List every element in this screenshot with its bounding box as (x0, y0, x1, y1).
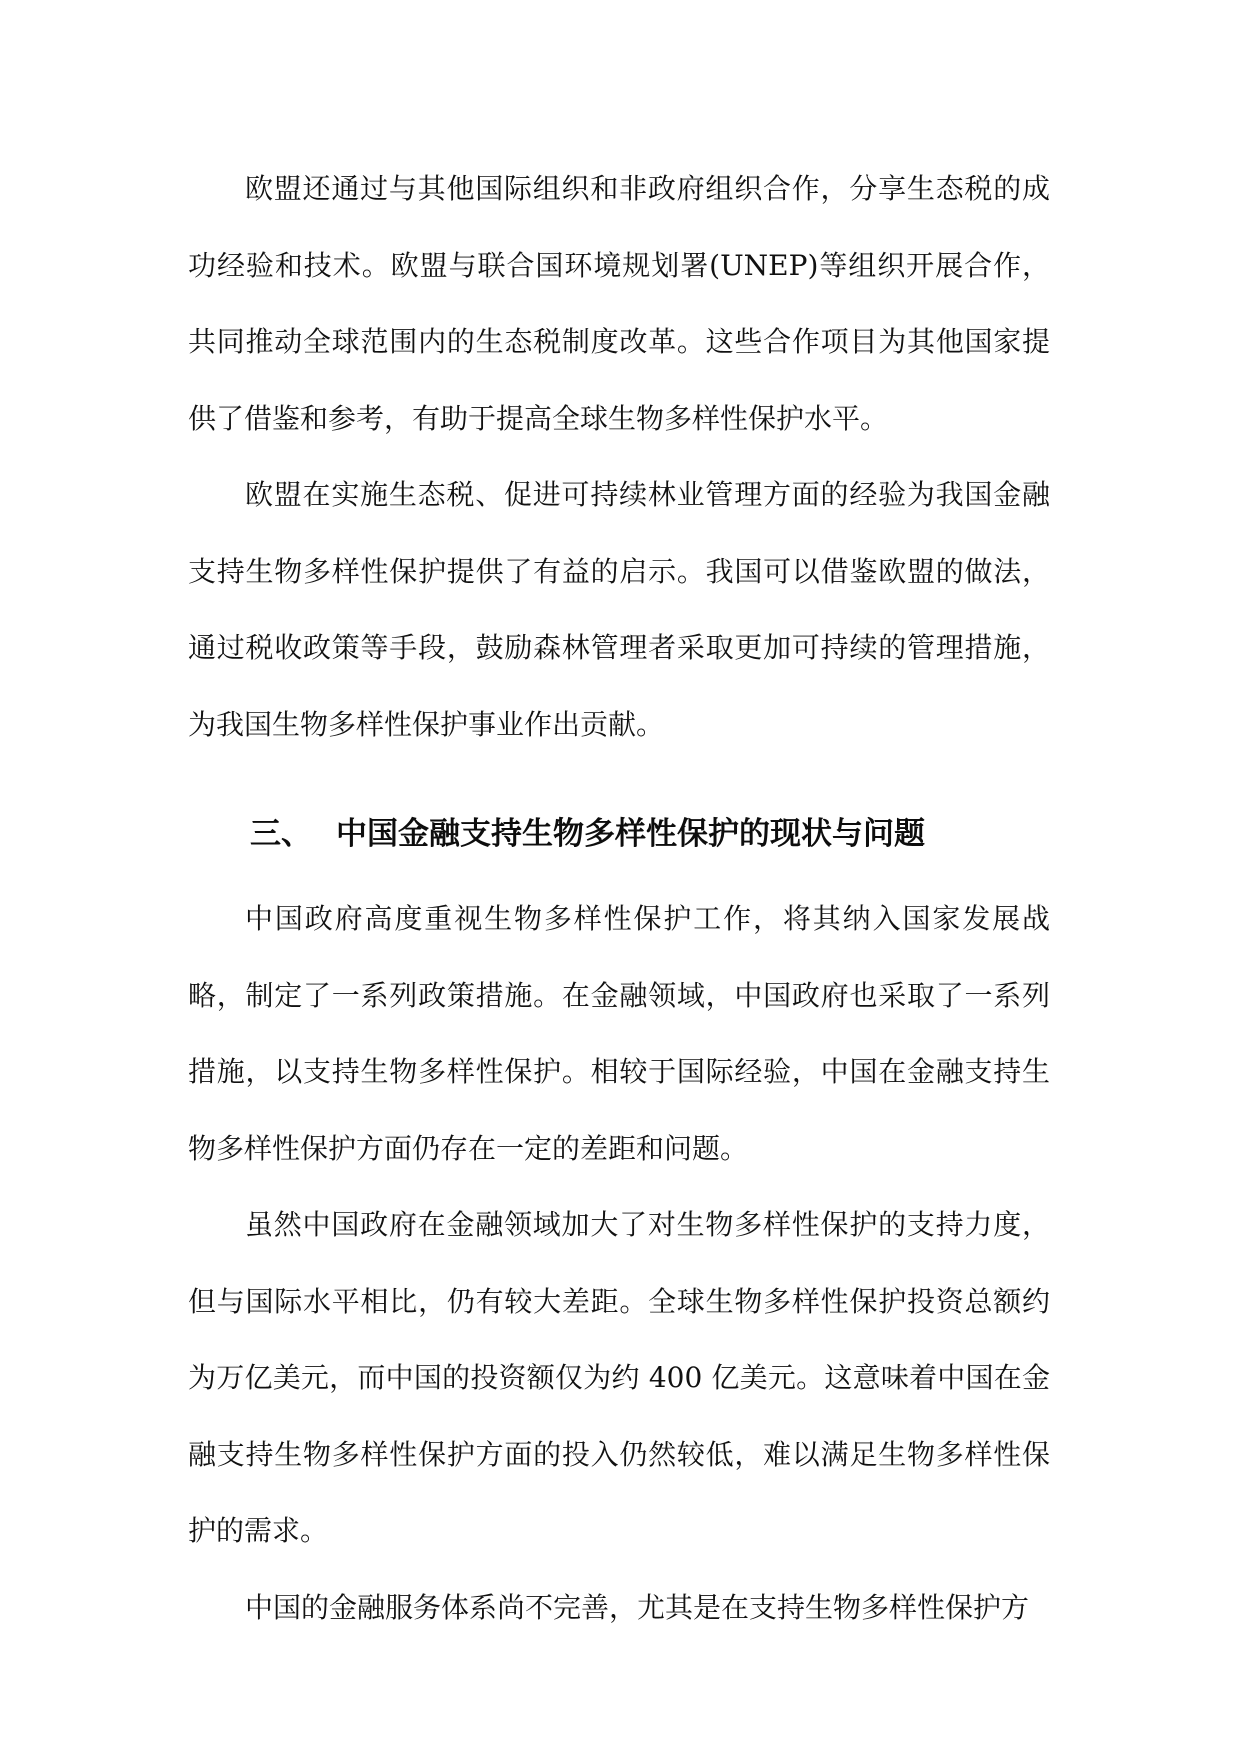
document-body (188, 151, 1050, 1646)
section-heading (188, 799, 1050, 869)
paragraph-investment-gap: 虽然中国政府在金融领域加大了对生物多样性保护的支持力度，但与国际水平相比，仍有较大差距。全球生物多样性保护投资总额约为万亿美元，而中国的投资额仅为约 400 亿美元。这意味着中国在金融支持生物多样性保护方面的投入仍然较低，难以满足生物多样性保护的需求。 (188, 1208, 1050, 1547)
paragraph-eu-cooperation: 欧盟还通过与其他国际组织和非政府组织合作，分享生态税的成功经验和技术。欧盟与联合国环境规划署(UNEP)等组织开展合作，共同推动全球范围内的生态税制度改革。这些合作项目为其他国家提供了借鉴和参考，有助于提高全球生物多样性保护水平。 (188, 172, 1050, 435)
paragraph-china-policy: 中国政府高度重视生物多样性保护工作，将其纳入国家发展战略，制定了一系列政策措施。在金融领域，中国政府也采取了一系列措施，以支持生物多样性保护。相较于国际经验，中国在金融支持生物多样性保护方面仍存在一定的差距和问题。 (188, 902, 1050, 1165)
paragraph-eu-lessons: 欧盟在实施生态税、促进可持续林业管理方面的经验为我国金融支持生物多样性保护提供了有益的启示。我国可以借鉴欧盟的做法，通过税收政策等手段，鼓励森林管理者采取更加可持续的管理措施，为我国生物多样性保护事业作出贡献。 (188, 478, 1050, 741)
section-title: 中国金融支持生物多样性保护的现状与问题 (336, 816, 925, 852)
paragraph-financial-system: 中国的金融服务体系尚不完善，尤其是在支持生物多样性保护方 (245, 1590, 1030, 1624)
section-number: 三、 (250, 816, 312, 852)
